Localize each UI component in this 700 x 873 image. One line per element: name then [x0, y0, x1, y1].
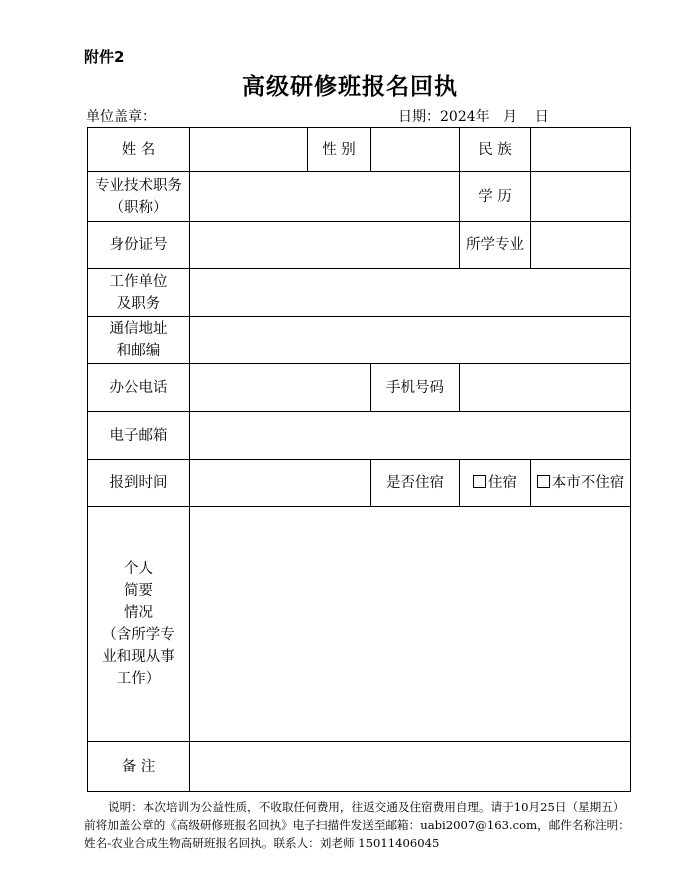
- lodging-no-checkbox[interactable]: [537, 475, 550, 488]
- profile-label-line: （含所学专: [102, 627, 175, 643]
- lodging-yes-text: 住宿: [488, 475, 517, 491]
- work-unit-field[interactable]: [190, 269, 631, 317]
- profile-label-line: 工作）: [116, 671, 161, 687]
- lodging-yes-checkbox[interactable]: [473, 475, 486, 488]
- id-number-label: 身份证号: [88, 222, 190, 269]
- profile-label-line: 业和现从事: [102, 649, 175, 665]
- attachment-label: 附件2: [84, 48, 125, 66]
- arrival-time-label: 报到时间: [88, 460, 190, 507]
- profile-label: [88, 507, 190, 742]
- lodging-label: 是否住宿: [371, 460, 460, 507]
- lodging-no-option[interactable]: [531, 460, 631, 507]
- education-label: 学 历: [460, 172, 531, 222]
- office-phone-field[interactable]: [190, 364, 371, 412]
- address-label-line2: 和邮编: [116, 343, 161, 359]
- address-label-line1: 通信地址: [109, 321, 168, 337]
- seal-label: 单位盖章：: [86, 109, 156, 125]
- id-number-field[interactable]: [190, 222, 460, 269]
- work-unit-label: [88, 269, 190, 317]
- profile-label-line: 简要: [124, 583, 153, 599]
- job-title-label: [88, 172, 190, 222]
- name-label: 姓 名: [88, 128, 190, 172]
- mobile-field[interactable]: [460, 364, 631, 412]
- major-field[interactable]: [531, 222, 631, 269]
- date-label: 日期：2024年 月 日: [398, 109, 549, 125]
- gender-field[interactable]: [371, 128, 460, 172]
- gender-label: 性 别: [308, 128, 371, 172]
- major-label: 所学专业: [460, 222, 531, 269]
- registration-form: [87, 127, 631, 792]
- lodging-no-text: 本市不住宿: [551, 475, 625, 491]
- mobile-label: 手机号码: [371, 364, 460, 412]
- ethnicity-field[interactable]: [531, 128, 631, 172]
- education-field[interactable]: [531, 172, 631, 222]
- arrival-time-field[interactable]: [190, 460, 371, 507]
- name-field[interactable]: [190, 128, 308, 172]
- address-field[interactable]: [190, 317, 631, 364]
- email-field[interactable]: [190, 412, 631, 460]
- remarks-label: 备 注: [88, 742, 190, 792]
- remarks-field[interactable]: [190, 742, 631, 792]
- job-title-label-line2: （职称）: [109, 199, 168, 216]
- profile-label-line: 情况: [124, 605, 153, 621]
- lodging-yes-option[interactable]: [460, 460, 531, 507]
- ethnicity-label: 民 族: [460, 128, 531, 172]
- address-label: [88, 317, 190, 364]
- job-title-label-line1: 专业技术职务: [95, 177, 182, 194]
- work-unit-label-line1: 工作单位: [109, 273, 168, 290]
- page-title: 高级研修班报名回执: [242, 74, 458, 100]
- office-phone-label: 办公电话: [88, 364, 190, 412]
- email-label: 电子邮箱: [88, 412, 190, 460]
- job-title-field[interactable]: [190, 172, 460, 222]
- work-unit-label-line2: 及职务: [116, 295, 161, 312]
- notes-text: 说明：本次培训为公益性质，不收取任何费用，往返交通及住宿费用自理。请于10月25日（星期五）前将加盖公章的《高级研修班报名回执》电子扫描件发送至邮箱：uabi2007@163.com，邮件名称注明：姓名-农业合成生物高研班报名回执。联系人：刘老师 15011406045: [84, 800, 630, 850]
- profile-field[interactable]: [190, 507, 631, 742]
- profile-label-line: 个人: [124, 561, 153, 577]
